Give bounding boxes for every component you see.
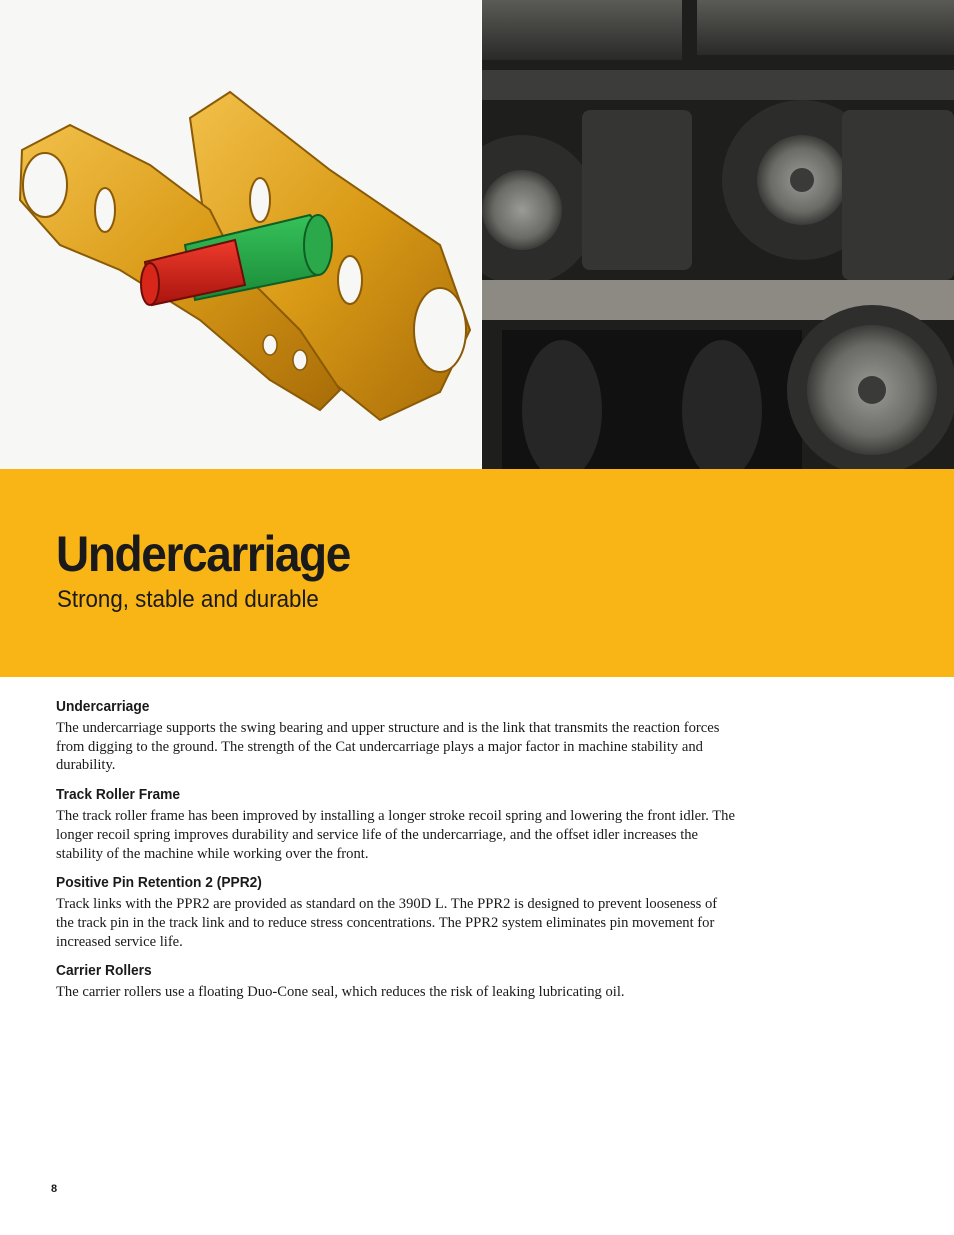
section-track-roller-frame [56,785,736,863]
track-link-illustration [0,0,481,469]
section-heading: Undercarriage [56,699,150,715]
section-body: The track roller frame has been improved by installing a longer stroke recoil spring and lowering the front idler. The longer recoil spring improves durability and service life of the undercarriage, and the offset idler increases the stability of the machine while working over the front. [56,808,735,862]
track-rollers-photo [482,0,954,469]
page-subtitle: Strong, stable and durable [57,586,319,613]
section-body: The undercarriage supports the swing bearing and upper structure and is the link that transmits the reaction forces from digging to the ground. The strength of the Cat undercarriage plays a major factor in machine stability and durability. [56,720,720,774]
section-undercarriage [56,697,736,775]
body-text [56,697,736,1012]
section-ppr2 [56,873,736,951]
section-heading: Positive Pin Retention 2 (PPR2) [56,875,262,892]
page-title: Undercarriage [56,526,350,582]
section-carrier-rollers [56,961,736,1002]
page-number: 8 [51,1183,58,1195]
section-heading: Track Roller Frame [56,787,181,804]
section-body: The carrier rollers use a floating Duo-Cone seal, which reduces the risk of leaking lubricating oil. [56,984,625,1001]
section-heading: Carrier Rollers [56,963,152,980]
section-body: Track links with the PPR2 are provided as standard on the 390D L. The PPR2 is designed to prevent looseness of the track pin in the track link and to reduce stress concentrations. The PPR2 system eliminates pin movement for increased service life. [56,896,718,950]
